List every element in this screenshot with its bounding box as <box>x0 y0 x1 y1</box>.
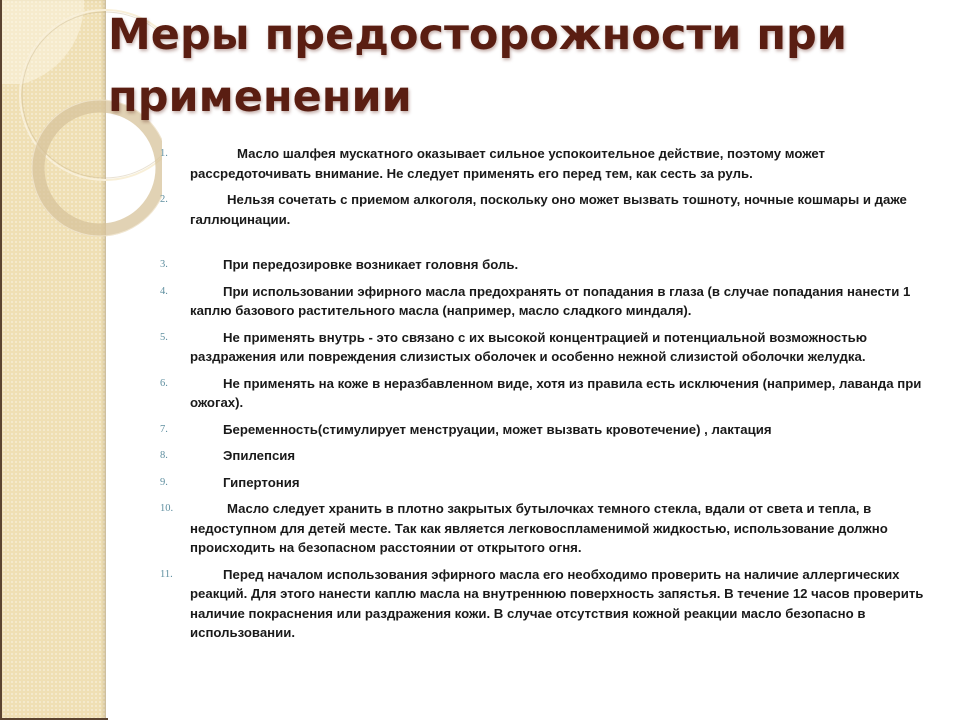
list-text: Масло шалфея мускатного оказывает сильное успокоительное действие, поэтому может рассредоточивать внимание. Не следует применять его перед тем, как сесть за руль. <box>190 146 826 181</box>
precautions-list <box>155 144 925 650</box>
list-text: Нельзя сочетать с приемом алкоголя, поскольку оно может вызвать тошноту, ночные кошмары и даже галлюцинации. <box>190 192 907 227</box>
list-item <box>155 144 925 183</box>
list-text: Масло следует хранить в плотно закрытых бутылочках темного стекла, вдали от света и тепла, в недоступном для детей месте. Так как является легковоспламенимой жидкостью, использование должно происходить на безопасном расстоянии от открытого огня. <box>190 501 888 555</box>
list-item <box>155 446 925 466</box>
list-text: Перед началом использования эфирного масла его необходимо проверить на наличие аллергических реакций. Для этого нанести каплю масла на внутреннюю поверхность запястья. В течение 12 часов проверить наличие покраснения или раздражения кожи. В случае отсутствия кожной реакции масло безопасно в использовании. <box>190 566 924 640</box>
list-number: 1. <box>160 148 168 159</box>
list-text: При передозировке возникает головня боль. <box>223 257 519 272</box>
list-item <box>155 565 925 643</box>
list-item <box>155 374 925 413</box>
list-number: 11. <box>160 568 173 580</box>
list-number: 5. <box>160 331 168 343</box>
list-number: 6. <box>160 377 168 389</box>
list-number: 10. <box>160 503 174 514</box>
list-text: При использовании эфирного масла предохранять от попадания в глаза (в случае попадания нанести 1 каплю базового растительного масла (например, масло сладкого миндаля). <box>190 283 911 318</box>
decorative-side-panel <box>0 0 106 720</box>
list-item <box>155 190 925 229</box>
list-number: 4. <box>160 285 168 297</box>
list-number: 7. <box>160 423 168 435</box>
list-number: 2. <box>160 194 168 205</box>
list-item <box>155 255 925 275</box>
list-text: Не применять на коже в неразбавленном виде, хотя из правила есть исключения (например, лаванда при ожогах). <box>190 375 922 410</box>
list-text: Эпилепсия <box>223 448 296 463</box>
list-number: 9. <box>160 476 168 488</box>
list-item <box>155 282 925 321</box>
list-number: 8. <box>160 450 168 461</box>
list-item <box>155 420 925 440</box>
list-number: 3. <box>160 259 168 270</box>
list-text: Гипертония <box>223 474 300 490</box>
list-item <box>155 473 925 493</box>
list-text: Не применять внутрь - это связано с их высокой концентрацией и потенциальной возможностью раздражения или повреждения слизистых оболочек и особенно нежной слизистой оболочки желудка. <box>190 329 868 364</box>
slide-title: Меры предосторожности при применении <box>108 10 847 122</box>
list-text: Беременность(стимулирует менструации, может вызвать кровотечение) , лактация <box>223 421 772 437</box>
list-item <box>155 328 925 367</box>
list-item <box>155 499 925 558</box>
